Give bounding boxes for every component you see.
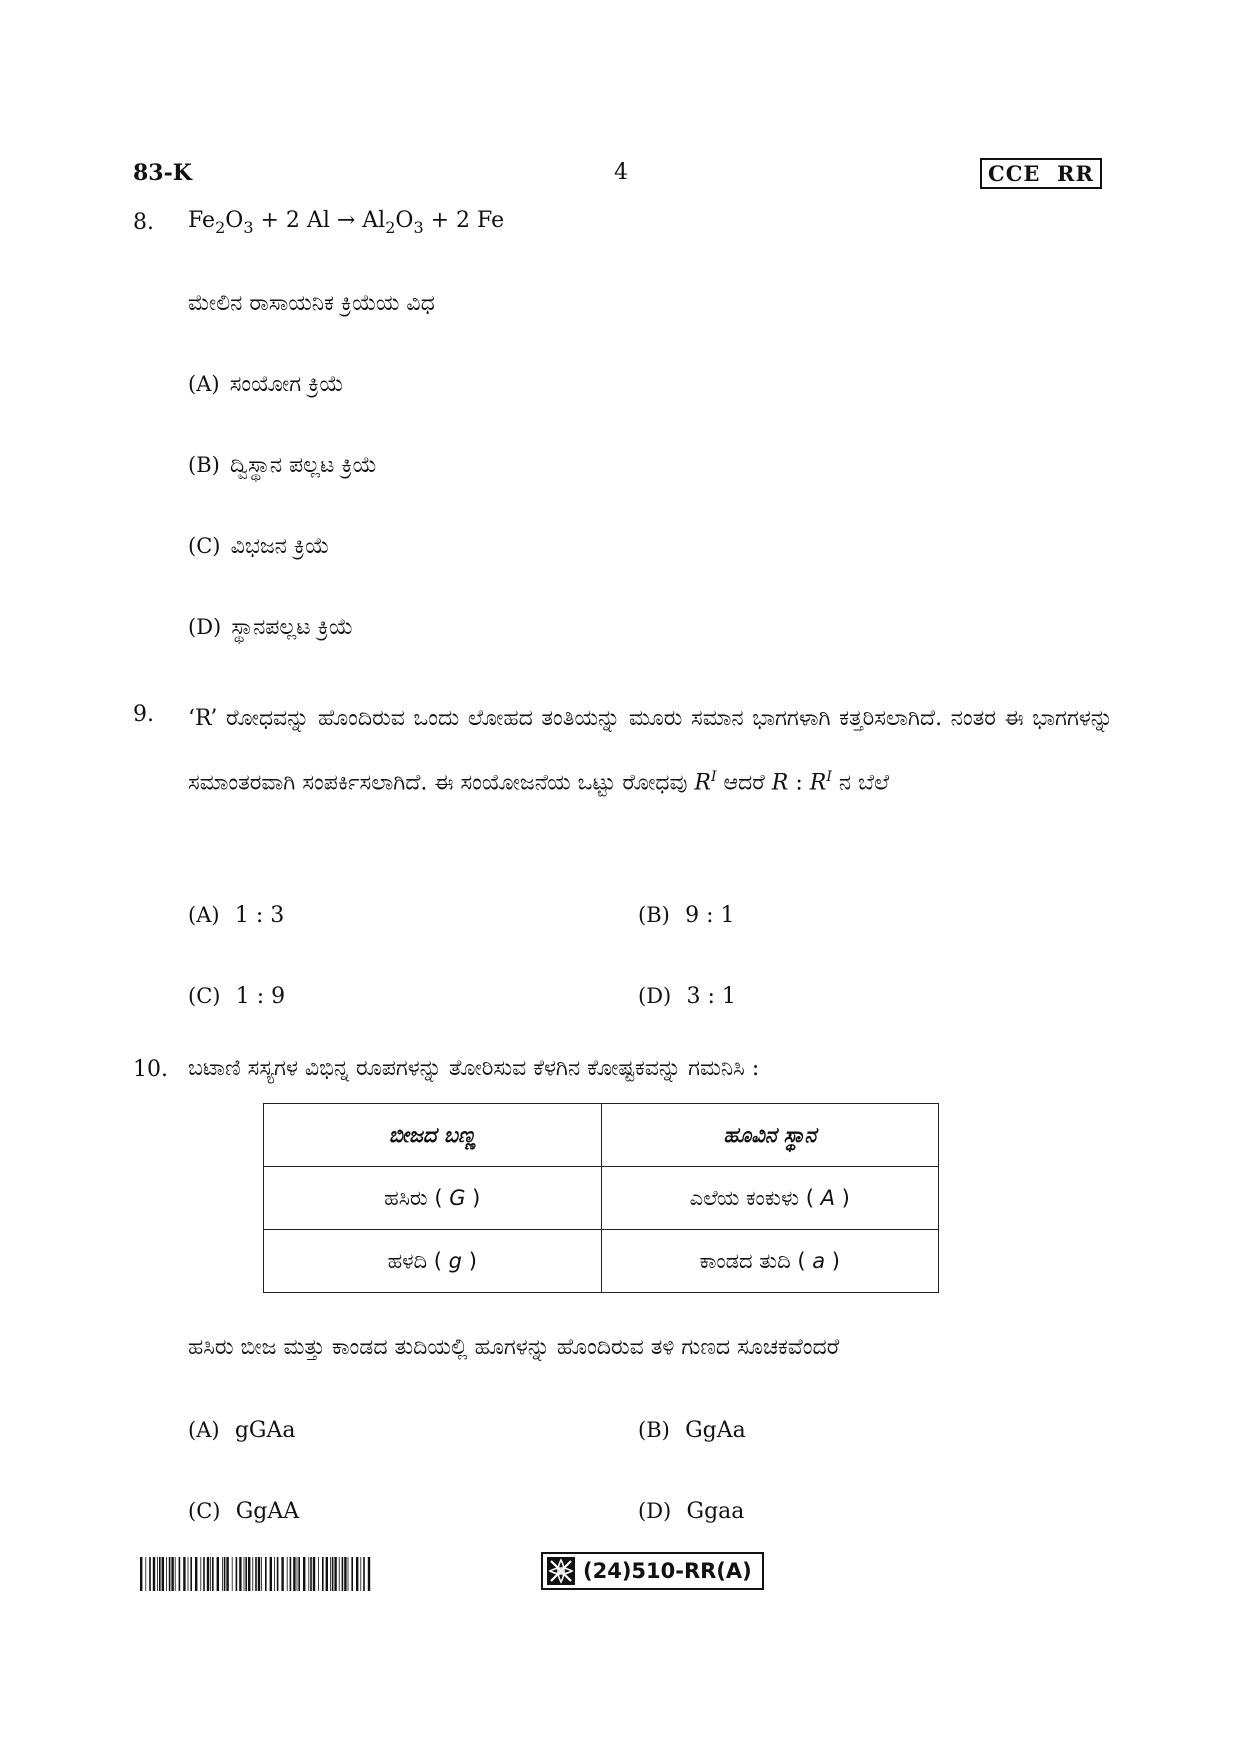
q8-option-a: (A) ಸಂಯೋಗ ಕ್ರಿಯೆ [188,372,344,397]
q10-option-a: (A) gGAa [188,1418,296,1443]
paper-code: 83-K [133,160,192,186]
table-cell: ಹಸಿರು ( G ) [264,1167,602,1230]
decorative-knot-icon [547,1557,575,1585]
q8-question: ಮೇಲಿನ ರಾಸಾಯನಿಕ ಕ್ರಿಯೆಯ ವಿಧ [188,291,435,316]
q8-option-b: (B) ದ್ವಿಸ್ಥಾನ ಪಲ್ಲಟ ಕ್ರಿಯೆ [188,453,378,478]
table-cell: ಕಾಂಡದ ತುದಿ ( a ) [601,1230,939,1293]
pea-traits-table [263,1103,939,1293]
table-header-row [264,1104,939,1167]
q9-option-b: (B) 9 : 1 [638,903,735,928]
serial-code: (24)510-RR(A) [583,1559,752,1583]
series-box: CCE RR [980,158,1102,189]
q10-option-d: (D) Ggaa [638,1499,745,1524]
serial-box [541,1552,764,1590]
q9-option-a: (A) 1 : 3 [188,903,285,928]
table-header-flower-position: ಹೂವಿನ ಸ್ಥಾನ [601,1104,939,1167]
q8-number: 8. [133,210,154,235]
table-header-seed-colour: ಬೀಜದ ಬಣ್ಣ [264,1104,602,1167]
table-row [264,1230,939,1293]
barcode-icon [140,1557,372,1591]
q8-equation: $Fe_2O_3 + 2$ $Al \to Al_2O_3 + 2$ Fe [188,208,505,237]
table-row [264,1167,939,1230]
q10-question: ಹಸಿರು ಬೀಜ ಮತ್ತು ಕಾಂಡದ ತುದಿಯಲ್ಲಿ ಹೂಗಳನ್ನು ಹೊಂದಿರುವ ತಳಿ ಗುಣದ ಸೂಚಕವೆಂದರೆ [188,1335,840,1360]
q9-number: 9. [133,702,154,727]
page-number: 4 [614,160,628,185]
q8-option-d: (D) ಸ್ಥಾನಪಲ್ಲಟ ಕ್ರಿಯೆ [188,615,354,640]
q8-option-c: (C) ವಿಭಜನ ಕ್ರಿಯೆ [188,534,330,559]
q9-question: ‘R’ ರೋಧವನ್ನು ಹೊಂದಿರುವ ಒಂದು ಲೋಹದ ತಂತಿಯನ್ನು ಮೂರು ಸಮಾನ ಭಾಗಗಳಾಗಿ ಕತ್ತರಿಸಲಾಗಿದೆ. ನಂತರ ಈ ಭಾಗಗಳನ್ನು ಸಮಾಂತರವಾಗಿ ಸಂಪರ್ಕಿಸಲಾಗಿದೆ. ಈ ಸಂಯೋಜನೆಯ ಒಟ್ಟು ರೋಧವು $R^I$ ಆದರೆ R : $R^I$ ನ ಬೆಲೆ [188,706,1113,796]
table-cell: ಎಲೆಯ ಕಂಕುಳು ( A ) [601,1167,939,1230]
q10-number: 10. [133,1057,168,1082]
q10-intro: ಬಟಾಣಿ ಸಸ್ಯಗಳ ವಿಭಿನ್ನ ರೂಪಗಳನ್ನು ತೋರಿಸುವ ಕೆಳಗಿನ ಕೋಷ್ಟಕವನ್ನು ಗಮನಿಸಿ : [188,1056,760,1081]
q10-option-b: (B) GgAa [638,1418,746,1443]
table-cell: ಹಳದಿ ( g ) [264,1230,602,1293]
q9-option-d: (D) 3 : 1 [638,984,736,1009]
q9-option-c: (C) 1 : 9 [188,984,286,1009]
q10-option-c: (C) GgAA [188,1499,300,1524]
